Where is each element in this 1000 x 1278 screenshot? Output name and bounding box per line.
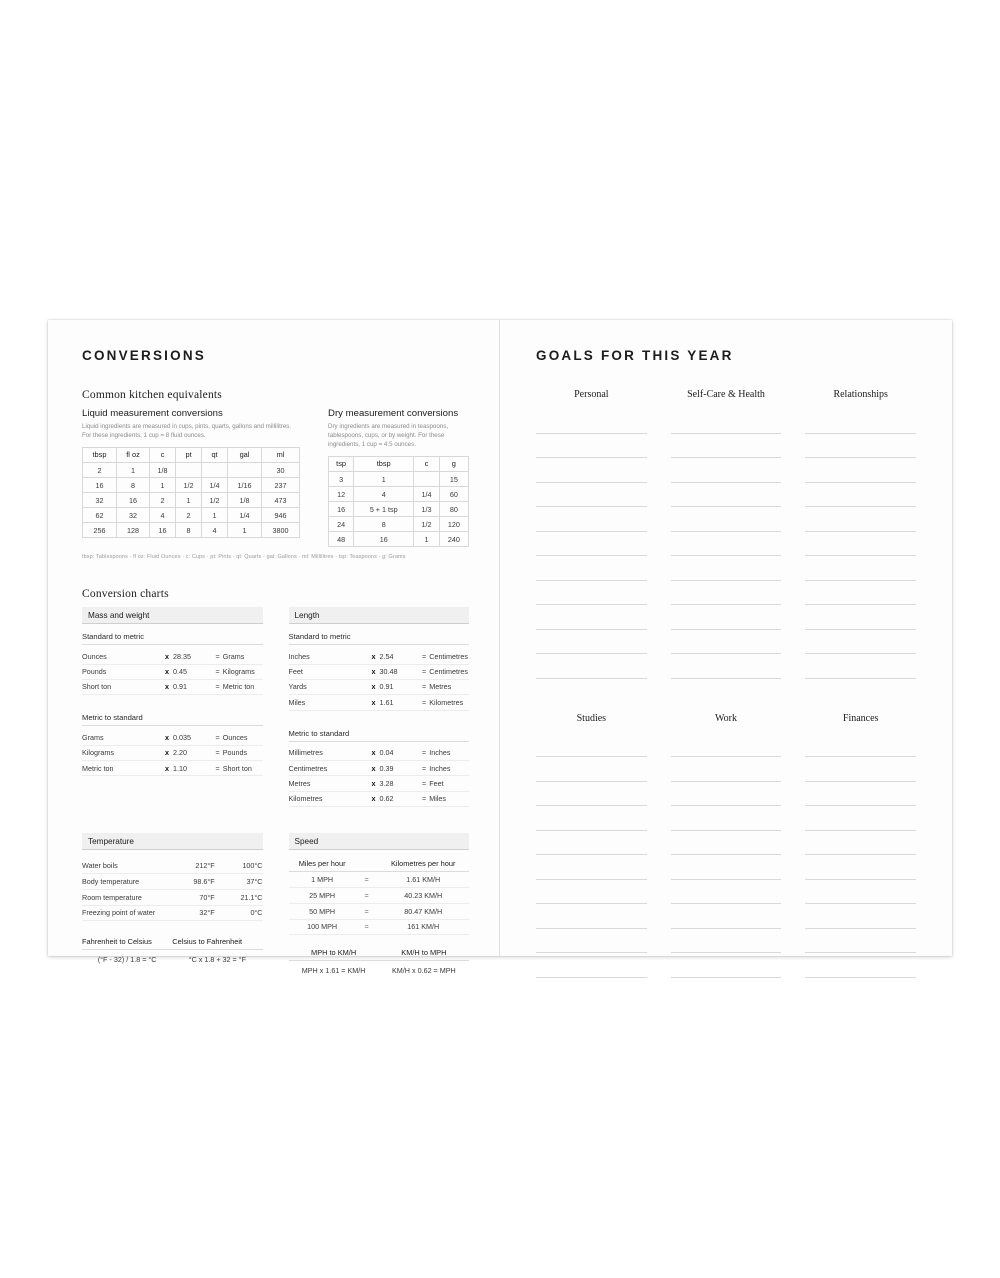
goal-write-line[interactable] bbox=[805, 581, 916, 606]
goal-write-line[interactable] bbox=[536, 831, 647, 856]
length-std-to-metric-label: Standard to metric bbox=[289, 632, 470, 645]
speed-equals: = bbox=[356, 888, 378, 904]
goal-write-line[interactable] bbox=[805, 782, 916, 807]
dry-conversion-table bbox=[328, 456, 469, 547]
goal-write-line[interactable] bbox=[805, 733, 916, 758]
temperature-celsius: 0°C bbox=[225, 905, 263, 921]
temperature-celsius: 100°C bbox=[225, 858, 263, 873]
goal-write-line[interactable] bbox=[536, 929, 647, 954]
conversion-result: = Ounces bbox=[216, 730, 263, 745]
mass-weight-band: Mass and weight bbox=[82, 607, 263, 624]
goal-write-line[interactable] bbox=[805, 630, 916, 655]
goal-write-line[interactable] bbox=[536, 757, 647, 782]
table-cell: 3800 bbox=[262, 523, 300, 538]
conversion-unit: Centimetres bbox=[289, 761, 372, 776]
liquid-col-header: ml bbox=[262, 448, 300, 463]
liquid-col-header: tbsp bbox=[83, 448, 117, 463]
table-cell: 3 bbox=[329, 472, 354, 487]
goal-write-line[interactable] bbox=[671, 757, 782, 782]
length-metric-to-std-label: Metric to standard bbox=[289, 729, 470, 742]
conversion-unit: Pounds bbox=[82, 664, 165, 679]
table-cell: 1 bbox=[354, 472, 414, 487]
table-row bbox=[289, 919, 470, 935]
table-cell: 473 bbox=[262, 493, 300, 508]
goals-grid-top bbox=[536, 389, 916, 679]
conversion-unit: Miles bbox=[289, 695, 372, 710]
goal-write-line[interactable] bbox=[671, 532, 782, 557]
table-row bbox=[82, 745, 263, 760]
goal-write-line[interactable] bbox=[805, 880, 916, 905]
conversion-result: = Inches bbox=[422, 746, 469, 761]
conversion-unit: Grams bbox=[82, 730, 165, 745]
conversion-unit: Metric ton bbox=[82, 761, 165, 776]
temperature-fahrenheit: 212°F bbox=[187, 858, 225, 873]
notebook-spread bbox=[48, 320, 952, 976]
table-row bbox=[289, 903, 470, 919]
conversion-multiplier: x 1.61 bbox=[372, 695, 423, 710]
dry-note: Dry ingredients are measured in teaspoons, tablespoons, cups, or by weight. For these ingredients, 1 cup = 4.5 ounces. bbox=[328, 423, 449, 448]
liquid-conversion-table bbox=[82, 447, 300, 538]
goal-write-line[interactable] bbox=[805, 929, 916, 954]
goal-column-title: Studies bbox=[576, 712, 607, 724]
goal-column-title: Work bbox=[715, 712, 737, 724]
goal-write-line[interactable] bbox=[536, 630, 647, 655]
speed-table bbox=[289, 858, 470, 935]
kitchen-equivalents-heading: Common kitchen equivalents bbox=[82, 389, 222, 401]
table-cell: 8 bbox=[116, 478, 149, 493]
table-row bbox=[82, 730, 263, 745]
table-cell bbox=[414, 472, 439, 487]
table-cell: 1/2 bbox=[202, 493, 228, 508]
liquid-conversion-block bbox=[82, 408, 300, 547]
goal-write-line[interactable] bbox=[536, 434, 647, 459]
table-cell: 1/3 bbox=[414, 502, 439, 517]
table-cell: 60 bbox=[439, 487, 468, 502]
goal-write-line[interactable] bbox=[536, 458, 647, 483]
goal-write-line[interactable] bbox=[671, 434, 782, 459]
table-cell: 256 bbox=[83, 523, 117, 538]
temperature-celsius: 21.1°C bbox=[225, 889, 263, 905]
goal-column bbox=[536, 713, 647, 978]
dry-col-header: g bbox=[439, 457, 468, 472]
speed-equals: = bbox=[356, 903, 378, 919]
goal-column-title: Finances bbox=[842, 712, 879, 724]
goal-write-line[interactable] bbox=[536, 532, 647, 557]
goal-write-line[interactable] bbox=[536, 605, 647, 630]
conversion-result: = Metres bbox=[422, 679, 469, 694]
liquid-col-header: fl oz bbox=[116, 448, 149, 463]
table-cell: 1/4 bbox=[202, 478, 228, 493]
conversion-result: = Miles bbox=[422, 791, 469, 806]
kitchen-equivalents-row bbox=[82, 408, 469, 547]
temperature-table bbox=[82, 858, 263, 921]
goal-write-line[interactable] bbox=[671, 630, 782, 655]
conversion-charts-section bbox=[82, 588, 469, 975]
liquid-subheading: Liquid measurement conversions bbox=[82, 408, 223, 419]
conversion-multiplier: x 0.39 bbox=[372, 761, 423, 776]
goal-write-line[interactable] bbox=[671, 855, 782, 880]
speed-kmh: 1.61 KM/H bbox=[377, 872, 469, 888]
table-row bbox=[289, 695, 470, 710]
speed-equals: = bbox=[356, 919, 378, 935]
dry-header-row bbox=[329, 457, 469, 472]
mph-to-kmh-formula: MPH x 1.61 = KM/H bbox=[301, 966, 366, 976]
goal-write-line[interactable] bbox=[671, 733, 782, 758]
table-cell: 946 bbox=[262, 508, 300, 523]
mass-metric-to-standard-table bbox=[82, 730, 263, 776]
table-cell: 1 bbox=[414, 532, 439, 547]
goal-write-line[interactable] bbox=[536, 782, 647, 807]
mass-std-to-metric-table bbox=[82, 649, 263, 695]
conversion-multiplier: x 30.48 bbox=[372, 664, 423, 679]
goal-write-line[interactable] bbox=[805, 434, 916, 459]
liquid-col-header: c bbox=[150, 448, 176, 463]
table-cell: 240 bbox=[439, 532, 468, 547]
goal-write-line[interactable] bbox=[536, 880, 647, 905]
table-row bbox=[82, 761, 263, 776]
goal-write-line[interactable] bbox=[805, 806, 916, 831]
goal-write-line[interactable] bbox=[805, 757, 916, 782]
table-row bbox=[289, 664, 470, 679]
goal-write-line[interactable] bbox=[536, 855, 647, 880]
goal-write-line[interactable] bbox=[805, 483, 916, 508]
table-cell: 1/8 bbox=[150, 463, 176, 478]
table-row bbox=[329, 487, 469, 502]
goal-write-line[interactable] bbox=[536, 556, 647, 581]
goal-write-line[interactable] bbox=[536, 507, 647, 532]
liquid-col-header: qt bbox=[202, 448, 228, 463]
goal-write-line[interactable] bbox=[536, 733, 647, 758]
table-row bbox=[329, 517, 469, 532]
temperature-formula-headers bbox=[82, 937, 263, 950]
table-cell: 1/8 bbox=[228, 493, 262, 508]
conversion-multiplier: x 0.91 bbox=[165, 679, 216, 694]
table-cell: 4 bbox=[202, 523, 228, 538]
conversion-result: = Short ton bbox=[216, 761, 263, 776]
conversion-result: = Centimetres bbox=[422, 649, 469, 664]
liquid-col-header: pt bbox=[176, 448, 202, 463]
table-cell: 8 bbox=[354, 517, 414, 532]
table-row bbox=[289, 791, 470, 806]
goal-write-line[interactable] bbox=[671, 556, 782, 581]
goal-write-line[interactable] bbox=[671, 605, 782, 630]
speed-band: Speed bbox=[289, 833, 470, 850]
mph-to-kmh-label: MPH to KM/H bbox=[311, 948, 357, 958]
conversion-multiplier: x 2.54 bbox=[372, 649, 423, 664]
mass-std-to-metric-label: Standard to metric bbox=[82, 632, 263, 645]
table-row bbox=[82, 889, 263, 905]
conversion-multiplier: x 0.62 bbox=[372, 791, 423, 806]
speed-col-spacer bbox=[356, 858, 378, 872]
temperature-fahrenheit: 32°F bbox=[187, 905, 225, 921]
table-cell: 80 bbox=[439, 502, 468, 517]
table-row bbox=[83, 463, 300, 478]
goal-write-line[interactable] bbox=[671, 880, 782, 905]
table-cell: 4 bbox=[150, 508, 176, 523]
table-cell: 16 bbox=[150, 523, 176, 538]
temperature-label: Body temperature bbox=[82, 874, 187, 890]
table-cell: 2 bbox=[83, 463, 117, 478]
fahrenheit-to-celsius-formula: (°F - 32) / 1.8 = °C bbox=[97, 955, 157, 965]
goal-write-line[interactable] bbox=[805, 556, 916, 581]
conversion-multiplier: x 3.28 bbox=[372, 776, 423, 791]
table-cell: 15 bbox=[439, 472, 468, 487]
table-cell: 24 bbox=[329, 517, 354, 532]
conversion-unit: Kilograms bbox=[82, 745, 165, 760]
table-cell: 32 bbox=[116, 508, 149, 523]
table-row bbox=[83, 523, 300, 538]
temperature-celsius: 37°C bbox=[225, 874, 263, 890]
table-cell: 8 bbox=[176, 523, 202, 538]
table-cell: 48 bbox=[329, 532, 354, 547]
table-row bbox=[83, 493, 300, 508]
dry-col-header: tbsp bbox=[354, 457, 414, 472]
conversion-multiplier: x 1.10 bbox=[165, 761, 216, 776]
table-row bbox=[82, 649, 263, 664]
goal-write-line[interactable] bbox=[805, 831, 916, 856]
goal-write-line[interactable] bbox=[805, 855, 916, 880]
temperature-band: Temperature bbox=[82, 833, 263, 850]
goal-write-line[interactable] bbox=[805, 409, 916, 434]
celsius-to-fahrenheit-label: Celsius to Fahrenheit bbox=[172, 937, 243, 947]
table-cell: 30 bbox=[262, 463, 300, 478]
conversion-result: = Metric ton bbox=[216, 679, 263, 694]
table-cell: 1 bbox=[150, 478, 176, 493]
goal-write-line[interactable] bbox=[805, 904, 916, 929]
goal-write-line[interactable] bbox=[671, 831, 782, 856]
goal-write-line[interactable] bbox=[671, 782, 782, 807]
speed-mph: 50 MPH bbox=[289, 903, 356, 919]
speed-header-row bbox=[289, 858, 470, 872]
speed-kmh: 161 KM/H bbox=[377, 919, 469, 935]
conversion-multiplier: x 2.20 bbox=[165, 745, 216, 760]
charts-upper-row bbox=[82, 607, 469, 807]
speed-formula-headers bbox=[289, 948, 470, 961]
table-cell: 1/16 bbox=[228, 478, 262, 493]
goal-column bbox=[805, 713, 916, 978]
table-row bbox=[289, 872, 470, 888]
kmh-to-mph-label: KM/H to MPH bbox=[401, 948, 447, 958]
temperature-fahrenheit: 70°F bbox=[187, 889, 225, 905]
table-cell: 1/4 bbox=[414, 487, 439, 502]
goal-write-line[interactable] bbox=[536, 483, 647, 508]
speed-equals: = bbox=[356, 872, 378, 888]
goal-write-line[interactable] bbox=[671, 483, 782, 508]
goal-write-line[interactable] bbox=[671, 409, 782, 434]
goal-write-line[interactable] bbox=[805, 458, 916, 483]
length-std-to-metric-table bbox=[289, 649, 470, 711]
table-cell: 128 bbox=[116, 523, 149, 538]
conversion-result: = Kilograms bbox=[216, 664, 263, 679]
conversion-unit: Ounces bbox=[82, 649, 165, 664]
length-block bbox=[289, 607, 470, 807]
conversion-result: = Feet bbox=[422, 776, 469, 791]
speed-mph: 25 MPH bbox=[289, 888, 356, 904]
table-row bbox=[82, 874, 263, 890]
table-row bbox=[289, 761, 470, 776]
goal-column-title: Personal bbox=[574, 389, 609, 400]
temperature-formulas bbox=[82, 950, 263, 964]
goal-write-line[interactable] bbox=[805, 507, 916, 532]
goal-write-line[interactable] bbox=[671, 806, 782, 831]
table-cell: 2 bbox=[176, 508, 202, 523]
goal-column bbox=[671, 389, 782, 679]
conversion-unit: Metres bbox=[289, 776, 372, 791]
table-cell: 5 + 1 tsp bbox=[354, 502, 414, 517]
table-row bbox=[82, 905, 263, 921]
speed-kmh: 80.47 KM/H bbox=[377, 903, 469, 919]
table-cell bbox=[202, 463, 228, 478]
left-page bbox=[48, 320, 500, 976]
speed-formulas bbox=[289, 961, 470, 975]
conversion-unit: Kilometres bbox=[289, 791, 372, 806]
conversion-result: = Centimetres bbox=[422, 664, 469, 679]
goal-write-line[interactable] bbox=[805, 953, 916, 978]
goal-write-line[interactable] bbox=[536, 904, 647, 929]
table-cell: 1 bbox=[202, 508, 228, 523]
length-metric-to-standard-table bbox=[289, 746, 470, 808]
goal-column-title: Self-Care & Health bbox=[687, 389, 765, 400]
dry-conversion-block bbox=[328, 408, 469, 547]
speed-mph: 1 MPH bbox=[289, 872, 356, 888]
conversion-unit: Inches bbox=[289, 649, 372, 664]
conversion-multiplier: x 28.35 bbox=[165, 649, 216, 664]
length-band: Length bbox=[289, 607, 470, 624]
mass-metric-to-std-label: Metric to standard bbox=[82, 713, 263, 726]
table-cell: 1/2 bbox=[414, 517, 439, 532]
conversion-result: = Kilometres bbox=[422, 695, 469, 710]
speed-mph: 100 MPH bbox=[289, 919, 356, 935]
goal-write-line[interactable] bbox=[671, 953, 782, 978]
speed-col-header-mph: Miles per hour bbox=[289, 858, 356, 872]
goal-write-line[interactable] bbox=[671, 929, 782, 954]
table-row bbox=[289, 679, 470, 694]
goal-write-line[interactable] bbox=[671, 904, 782, 929]
conversion-unit: Feet bbox=[289, 664, 372, 679]
speed-kmh: 40.23 KM/H bbox=[377, 888, 469, 904]
dry-col-header: c bbox=[414, 457, 439, 472]
liquid-col-header: gal bbox=[228, 448, 262, 463]
table-row bbox=[289, 649, 470, 664]
conversion-multiplier: x 0.035 bbox=[165, 730, 216, 745]
goal-write-line[interactable] bbox=[671, 507, 782, 532]
goal-column bbox=[536, 389, 647, 679]
dry-col-header: tsp bbox=[329, 457, 354, 472]
table-row bbox=[82, 858, 263, 873]
goal-write-line[interactable] bbox=[805, 654, 916, 679]
table-cell: 16 bbox=[329, 502, 354, 517]
goal-column bbox=[805, 389, 916, 679]
conversion-result: = Pounds bbox=[216, 745, 263, 760]
table-row bbox=[82, 664, 263, 679]
conversion-multiplier: x 0.91 bbox=[372, 679, 423, 694]
table-cell: 1 bbox=[116, 463, 149, 478]
table-cell: 1/2 bbox=[176, 478, 202, 493]
goal-write-line[interactable] bbox=[671, 458, 782, 483]
goal-write-line[interactable] bbox=[671, 581, 782, 606]
table-cell bbox=[176, 463, 202, 478]
goal-write-line[interactable] bbox=[536, 409, 647, 434]
table-row bbox=[329, 502, 469, 517]
table-cell: 16 bbox=[116, 493, 149, 508]
charts-lower-row bbox=[82, 833, 469, 975]
table-cell: 16 bbox=[354, 532, 414, 547]
goal-write-line[interactable] bbox=[536, 654, 647, 679]
goal-write-line[interactable] bbox=[536, 953, 647, 978]
goal-write-line[interactable] bbox=[671, 654, 782, 679]
table-cell: 12 bbox=[329, 487, 354, 502]
table-row bbox=[289, 888, 470, 904]
table-cell bbox=[228, 463, 262, 478]
table-row bbox=[83, 508, 300, 523]
page-title-goals: GOALS FOR THIS YEAR bbox=[536, 348, 734, 363]
table-row bbox=[289, 746, 470, 761]
goal-write-line[interactable] bbox=[536, 806, 647, 831]
goals-grid-bottom bbox=[536, 713, 916, 978]
table-row bbox=[83, 478, 300, 493]
table-cell: 237 bbox=[262, 478, 300, 493]
goal-write-line[interactable] bbox=[536, 581, 647, 606]
conversion-result: = Grams bbox=[216, 649, 263, 664]
table-cell: 1/4 bbox=[228, 508, 262, 523]
table-row bbox=[289, 776, 470, 791]
liquid-note: Liquid ingredients are measured in cups, pints, quarts, gallons and millilitres. For these ingredients, 1 cup = 8 fluid ounces. bbox=[82, 423, 292, 439]
table-cell: 4 bbox=[354, 487, 414, 502]
mass-weight-block bbox=[82, 607, 263, 807]
speed-col-header-kmh: Kilometres per hour bbox=[377, 858, 469, 872]
temperature-label: Room temperature bbox=[82, 889, 187, 905]
table-row bbox=[329, 472, 469, 487]
conversion-unit: Short ton bbox=[82, 679, 165, 694]
table-cell: 2 bbox=[150, 493, 176, 508]
celsius-to-fahrenheit-formula: °C x 1.8 + 32 = °F bbox=[188, 955, 247, 965]
right-page bbox=[500, 320, 952, 956]
goal-write-line[interactable] bbox=[805, 605, 916, 630]
table-cell: 1 bbox=[228, 523, 262, 538]
goal-column bbox=[671, 713, 782, 978]
temperature-fahrenheit: 98.6°F bbox=[187, 874, 225, 890]
conversion-charts-heading: Conversion charts bbox=[82, 588, 169, 601]
temperature-label: Water boils bbox=[82, 858, 187, 873]
goal-write-line[interactable] bbox=[805, 532, 916, 557]
fahrenheit-to-celsius-label: Fahrenheit to Celsius bbox=[82, 937, 152, 947]
table-cell: 62 bbox=[83, 508, 117, 523]
table-cell: 32 bbox=[83, 493, 117, 508]
speed-block bbox=[289, 833, 470, 975]
conversion-unit: Yards bbox=[289, 679, 372, 694]
table-cell: 1 bbox=[176, 493, 202, 508]
table-row bbox=[329, 532, 469, 547]
table-row bbox=[82, 679, 263, 694]
temperature-label: Freezing point of water bbox=[82, 905, 187, 921]
kmh-to-mph-formula: KM/H x 0.62 = MPH bbox=[392, 966, 456, 976]
conversion-multiplier: x 0.45 bbox=[165, 664, 216, 679]
liquid-header-row bbox=[83, 448, 300, 463]
conversion-result: = Inches bbox=[422, 761, 469, 776]
table-cell: 120 bbox=[439, 517, 468, 532]
abbreviation-legend: tbsp: Tablespoons · fl oz: Fluid Ounces · c: Cups · pt: Pints · qt: Quarts · gal: Gallons · ml: Millilitres · tsp: Teaspoons · g: Grams bbox=[82, 554, 406, 561]
conversion-multiplier: x 0.04 bbox=[372, 746, 423, 761]
table-cell: 16 bbox=[83, 478, 117, 493]
conversion-unit: Millimetres bbox=[289, 746, 372, 761]
dry-subheading: Dry measurement conversions bbox=[328, 408, 459, 419]
temperature-block bbox=[82, 833, 263, 975]
page-title-conversions: CONVERSIONS bbox=[82, 348, 206, 363]
goal-column-title: Relationships bbox=[833, 389, 888, 400]
